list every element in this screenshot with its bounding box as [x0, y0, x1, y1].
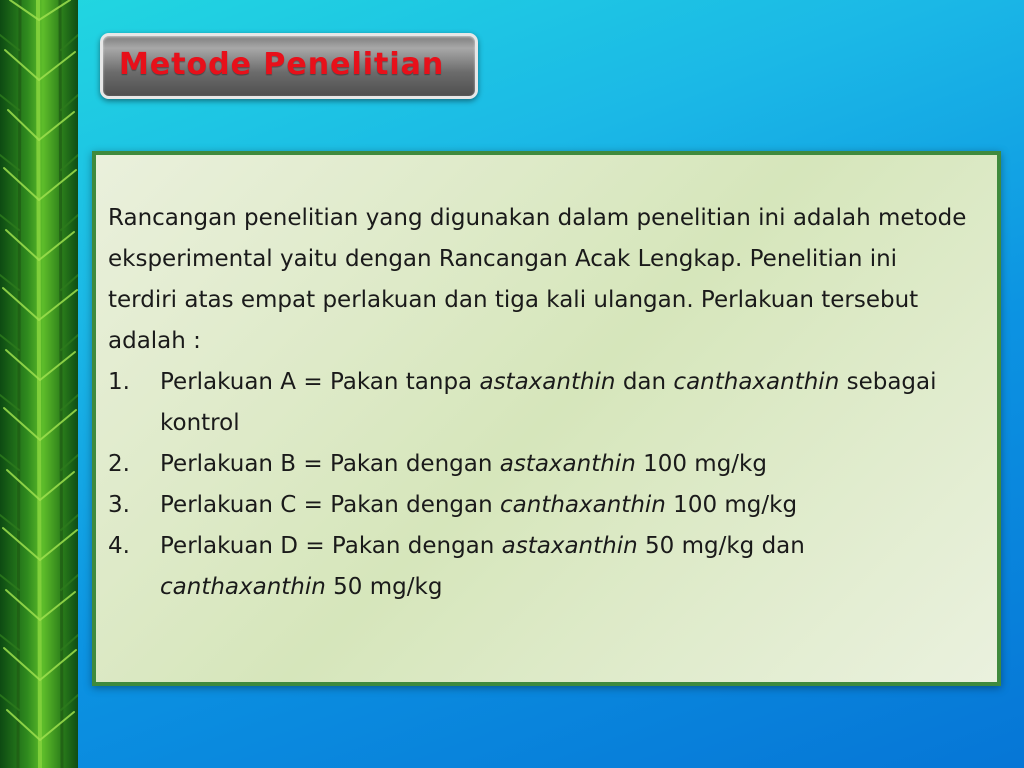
- ingredient-name: astaxanthin: [499, 451, 636, 477]
- list-item-treatment-a: [108, 362, 968, 444]
- content-box: [92, 151, 1001, 686]
- intro-paragraph: Rancangan penelitian yang digunakan dalam penelitian ini adalah metode eksperimental yaitu dengan Rancangan Acak Lengkap. Penelitian ini terdiri atas empat perlakuan dan tiga kali ulangan. Perlakuan tersebut adalah :: [108, 205, 967, 354]
- treatment-list: [108, 362, 968, 608]
- ingredient-name: astaxanthin: [479, 369, 616, 395]
- list-number: 4.: [108, 533, 130, 559]
- list-number: 3.: [108, 492, 130, 518]
- ingredient-name: canthaxanthin: [160, 574, 326, 600]
- ingredient-name: astaxanthin: [501, 533, 638, 559]
- list-item-treatment-c: [108, 485, 968, 526]
- content-body: [108, 198, 968, 608]
- treatment-text: 50 mg/kg: [325, 574, 443, 600]
- treatment-text: 100 mg/kg: [665, 492, 798, 518]
- treatment-text: Perlakuan C = Pakan dengan: [160, 492, 501, 518]
- slide-title: Metode Penelitian: [119, 47, 445, 82]
- treatment-text: Perlakuan B = Pakan dengan: [160, 451, 500, 477]
- treatment-text: dan: [615, 369, 674, 395]
- treatment-text: 50 mg/kg dan: [637, 533, 805, 559]
- treatment-text: sebagai kontrol: [160, 369, 937, 436]
- list-number: 2.: [108, 451, 130, 477]
- list-item-treatment-b: [108, 444, 968, 485]
- plant-branch-icon: [0, 0, 78, 768]
- ingredient-name: canthaxanthin: [500, 492, 666, 518]
- plant-decoration: [0, 0, 78, 768]
- title-box: [100, 33, 478, 99]
- list-item-treatment-d: [108, 526, 968, 608]
- ingredient-name: canthaxanthin: [673, 369, 840, 395]
- treatment-text: Perlakuan D = Pakan dengan: [160, 533, 502, 559]
- treatment-text: 100 mg/kg: [635, 451, 767, 477]
- treatment-text: Perlakuan A = Pakan tanpa: [160, 369, 480, 395]
- list-number: 1.: [108, 369, 130, 395]
